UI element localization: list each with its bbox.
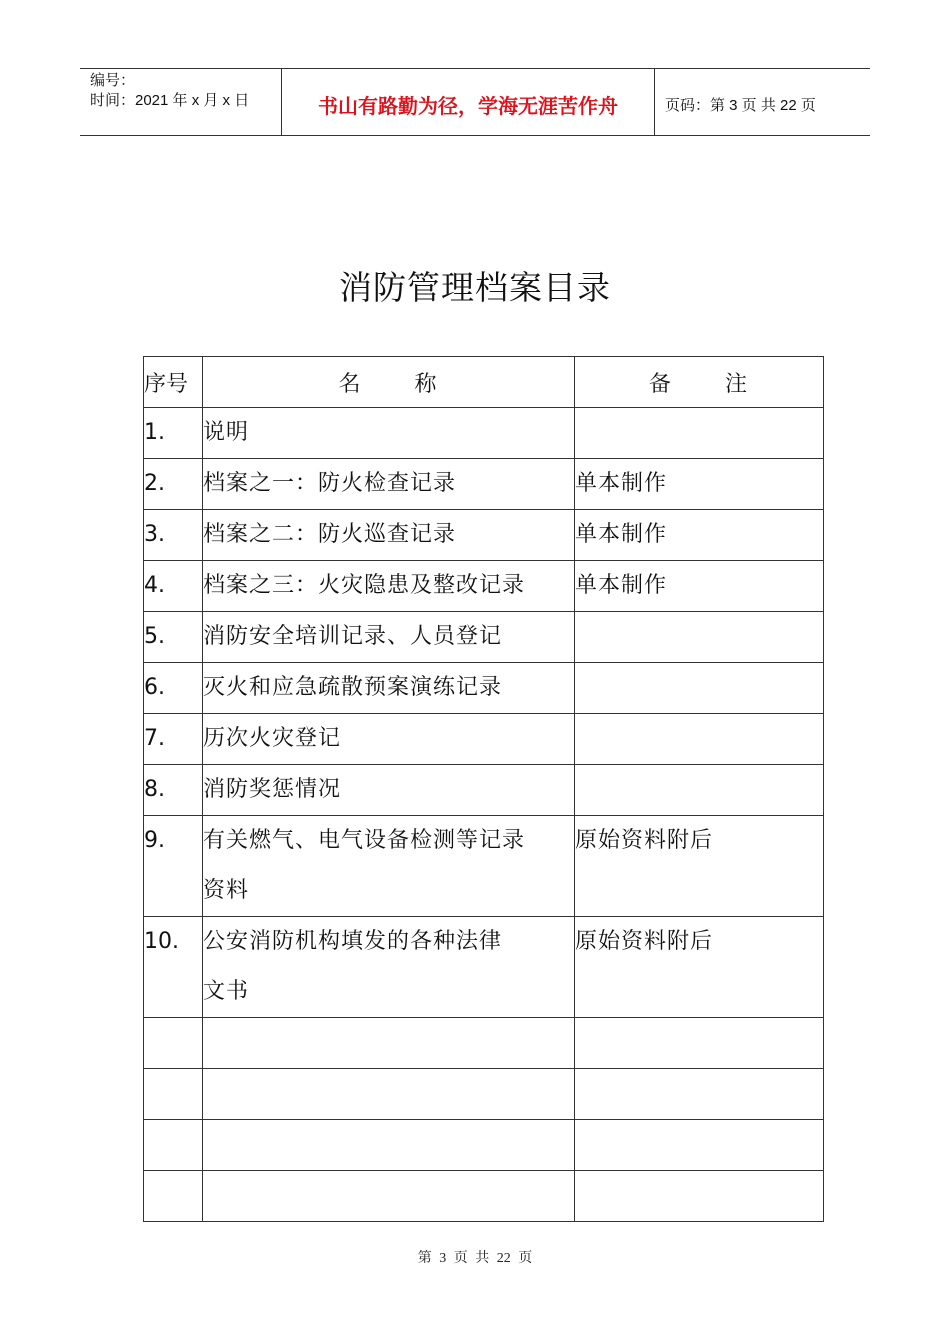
table-row bbox=[144, 408, 824, 459]
document-time-label: 时间：2021 年 x 月 x 日 bbox=[90, 92, 250, 109]
page-footer: 第 3 页 共 22 页 bbox=[417, 1251, 533, 1266]
row-note bbox=[575, 408, 824, 459]
row-seq bbox=[144, 459, 203, 510]
row-name bbox=[203, 1018, 575, 1069]
table-row bbox=[144, 1018, 824, 1069]
row-name bbox=[203, 663, 575, 714]
row-name bbox=[203, 917, 575, 1018]
row-seq-text: 10. bbox=[144, 929, 179, 954]
row-note-text: 单本制作 bbox=[575, 471, 668, 496]
table-row bbox=[144, 1171, 824, 1222]
row-name-line: 说明 bbox=[203, 420, 250, 445]
row-note-text: 单本制作 bbox=[575, 573, 668, 598]
table-row bbox=[144, 714, 824, 765]
row-name-line: 档案之一：防火检查记录 bbox=[203, 471, 457, 496]
column-header-note-char-2: 注 bbox=[725, 371, 750, 397]
header-page-info: 页码：第 3 页 共 22 页 bbox=[665, 96, 816, 114]
row-name bbox=[203, 1120, 575, 1171]
document-title: 消防管理档案目录 bbox=[339, 268, 611, 307]
row-name bbox=[203, 1069, 575, 1120]
row-seq-text bbox=[144, 1120, 202, 1170]
row-note bbox=[575, 765, 824, 816]
row-seq bbox=[144, 561, 203, 612]
row-name bbox=[203, 765, 575, 816]
row-seq bbox=[144, 917, 203, 1018]
row-seq-text: 2. bbox=[144, 471, 165, 496]
row-note-text bbox=[575, 408, 823, 458]
row-note bbox=[575, 1171, 824, 1222]
row-note-text bbox=[575, 765, 823, 815]
row-seq bbox=[144, 663, 203, 714]
table-header-row bbox=[144, 357, 824, 408]
row-seq-text: 8. bbox=[144, 777, 165, 802]
row-name-line: 公安消防机构填发的各种法律 bbox=[203, 929, 503, 954]
row-name bbox=[203, 714, 575, 765]
row-name-line: 消防安全培训记录、人员登记 bbox=[203, 624, 503, 649]
row-note-text bbox=[575, 1069, 823, 1119]
row-note-text bbox=[575, 1171, 823, 1221]
row-seq-text: 1. bbox=[144, 420, 165, 445]
row-note bbox=[575, 510, 824, 561]
row-note bbox=[575, 1018, 824, 1069]
row-note bbox=[575, 561, 824, 612]
table-row bbox=[144, 510, 824, 561]
row-note bbox=[575, 816, 824, 917]
table-row bbox=[144, 561, 824, 612]
table-row bbox=[144, 459, 824, 510]
row-note bbox=[575, 1120, 824, 1171]
row-note-text bbox=[575, 714, 823, 764]
row-seq bbox=[144, 1018, 203, 1069]
row-name-line bbox=[203, 1171, 574, 1221]
row-note bbox=[575, 612, 824, 663]
row-name-line: 档案之二：防火巡查记录 bbox=[203, 522, 457, 547]
row-seq bbox=[144, 816, 203, 917]
row-name-line: 档案之三：火灾隐患及整改记录 bbox=[203, 573, 526, 598]
column-header-seq: 序号 bbox=[144, 357, 203, 408]
header-meta bbox=[80, 69, 282, 135]
row-note-text: 原始资料附后 bbox=[575, 929, 714, 954]
catalog-table bbox=[143, 356, 824, 1222]
row-note-text bbox=[575, 1018, 823, 1068]
row-note-text: 单本制作 bbox=[575, 522, 668, 547]
row-seq bbox=[144, 1120, 203, 1171]
row-name-line: 历次火灾登记 bbox=[203, 726, 342, 751]
row-name bbox=[203, 408, 575, 459]
row-name-line bbox=[203, 1018, 574, 1068]
row-seq-text: 4. bbox=[144, 573, 165, 598]
row-seq bbox=[144, 1069, 203, 1120]
row-name-line bbox=[203, 1069, 574, 1119]
row-note-text bbox=[575, 1120, 823, 1170]
row-name-line bbox=[203, 1120, 574, 1170]
row-name bbox=[203, 561, 575, 612]
row-note-text bbox=[575, 663, 823, 713]
row-seq-text: 6. bbox=[144, 675, 165, 700]
table-row bbox=[144, 1120, 824, 1171]
table-row bbox=[144, 612, 824, 663]
row-seq-text bbox=[144, 1171, 202, 1221]
column-header-name-char-2: 称 bbox=[414, 371, 439, 397]
row-seq-text: 7. bbox=[144, 726, 165, 751]
row-seq-text: 5. bbox=[144, 624, 165, 649]
row-name-line: 资料 bbox=[203, 878, 250, 903]
page-header bbox=[80, 68, 870, 136]
row-note bbox=[575, 1069, 824, 1120]
row-note-text bbox=[575, 612, 823, 662]
document-number-label: 编号： bbox=[90, 72, 136, 89]
row-seq bbox=[144, 612, 203, 663]
row-note bbox=[575, 663, 824, 714]
table-row bbox=[144, 816, 824, 917]
row-seq bbox=[144, 714, 203, 765]
row-name bbox=[203, 816, 575, 917]
row-seq-text bbox=[144, 1018, 202, 1068]
header-motto: 书山有路勤为径，学海无涯苦作舟 bbox=[282, 69, 655, 135]
row-name bbox=[203, 612, 575, 663]
row-seq bbox=[144, 408, 203, 459]
row-seq bbox=[144, 510, 203, 561]
row-name bbox=[203, 1171, 575, 1222]
column-header-note bbox=[575, 357, 824, 408]
table-row bbox=[144, 765, 824, 816]
row-name bbox=[203, 510, 575, 561]
row-note bbox=[575, 714, 824, 765]
row-note bbox=[575, 917, 824, 1018]
table-row bbox=[144, 1069, 824, 1120]
table-body bbox=[144, 408, 824, 1222]
column-header-name-char-1: 名 bbox=[338, 371, 363, 397]
row-seq-text bbox=[144, 1069, 202, 1119]
row-name bbox=[203, 459, 575, 510]
row-name-line: 有关燃气、电气设备检测等记录 bbox=[203, 828, 526, 853]
column-header-name bbox=[203, 357, 575, 408]
table-row bbox=[144, 663, 824, 714]
row-note bbox=[575, 459, 824, 510]
row-seq bbox=[144, 765, 203, 816]
row-name-line: 消防奖惩情况 bbox=[203, 777, 342, 802]
table-row bbox=[144, 917, 824, 1018]
row-seq-text: 9. bbox=[144, 828, 165, 853]
row-name-line: 灭火和应急疏散预案演练记录 bbox=[203, 675, 503, 700]
row-seq bbox=[144, 1171, 203, 1222]
row-name-line: 文书 bbox=[203, 979, 250, 1004]
column-header-note-char-1: 备 bbox=[648, 371, 673, 397]
row-seq-text: 3. bbox=[144, 522, 165, 547]
row-note-text: 原始资料附后 bbox=[575, 828, 714, 853]
